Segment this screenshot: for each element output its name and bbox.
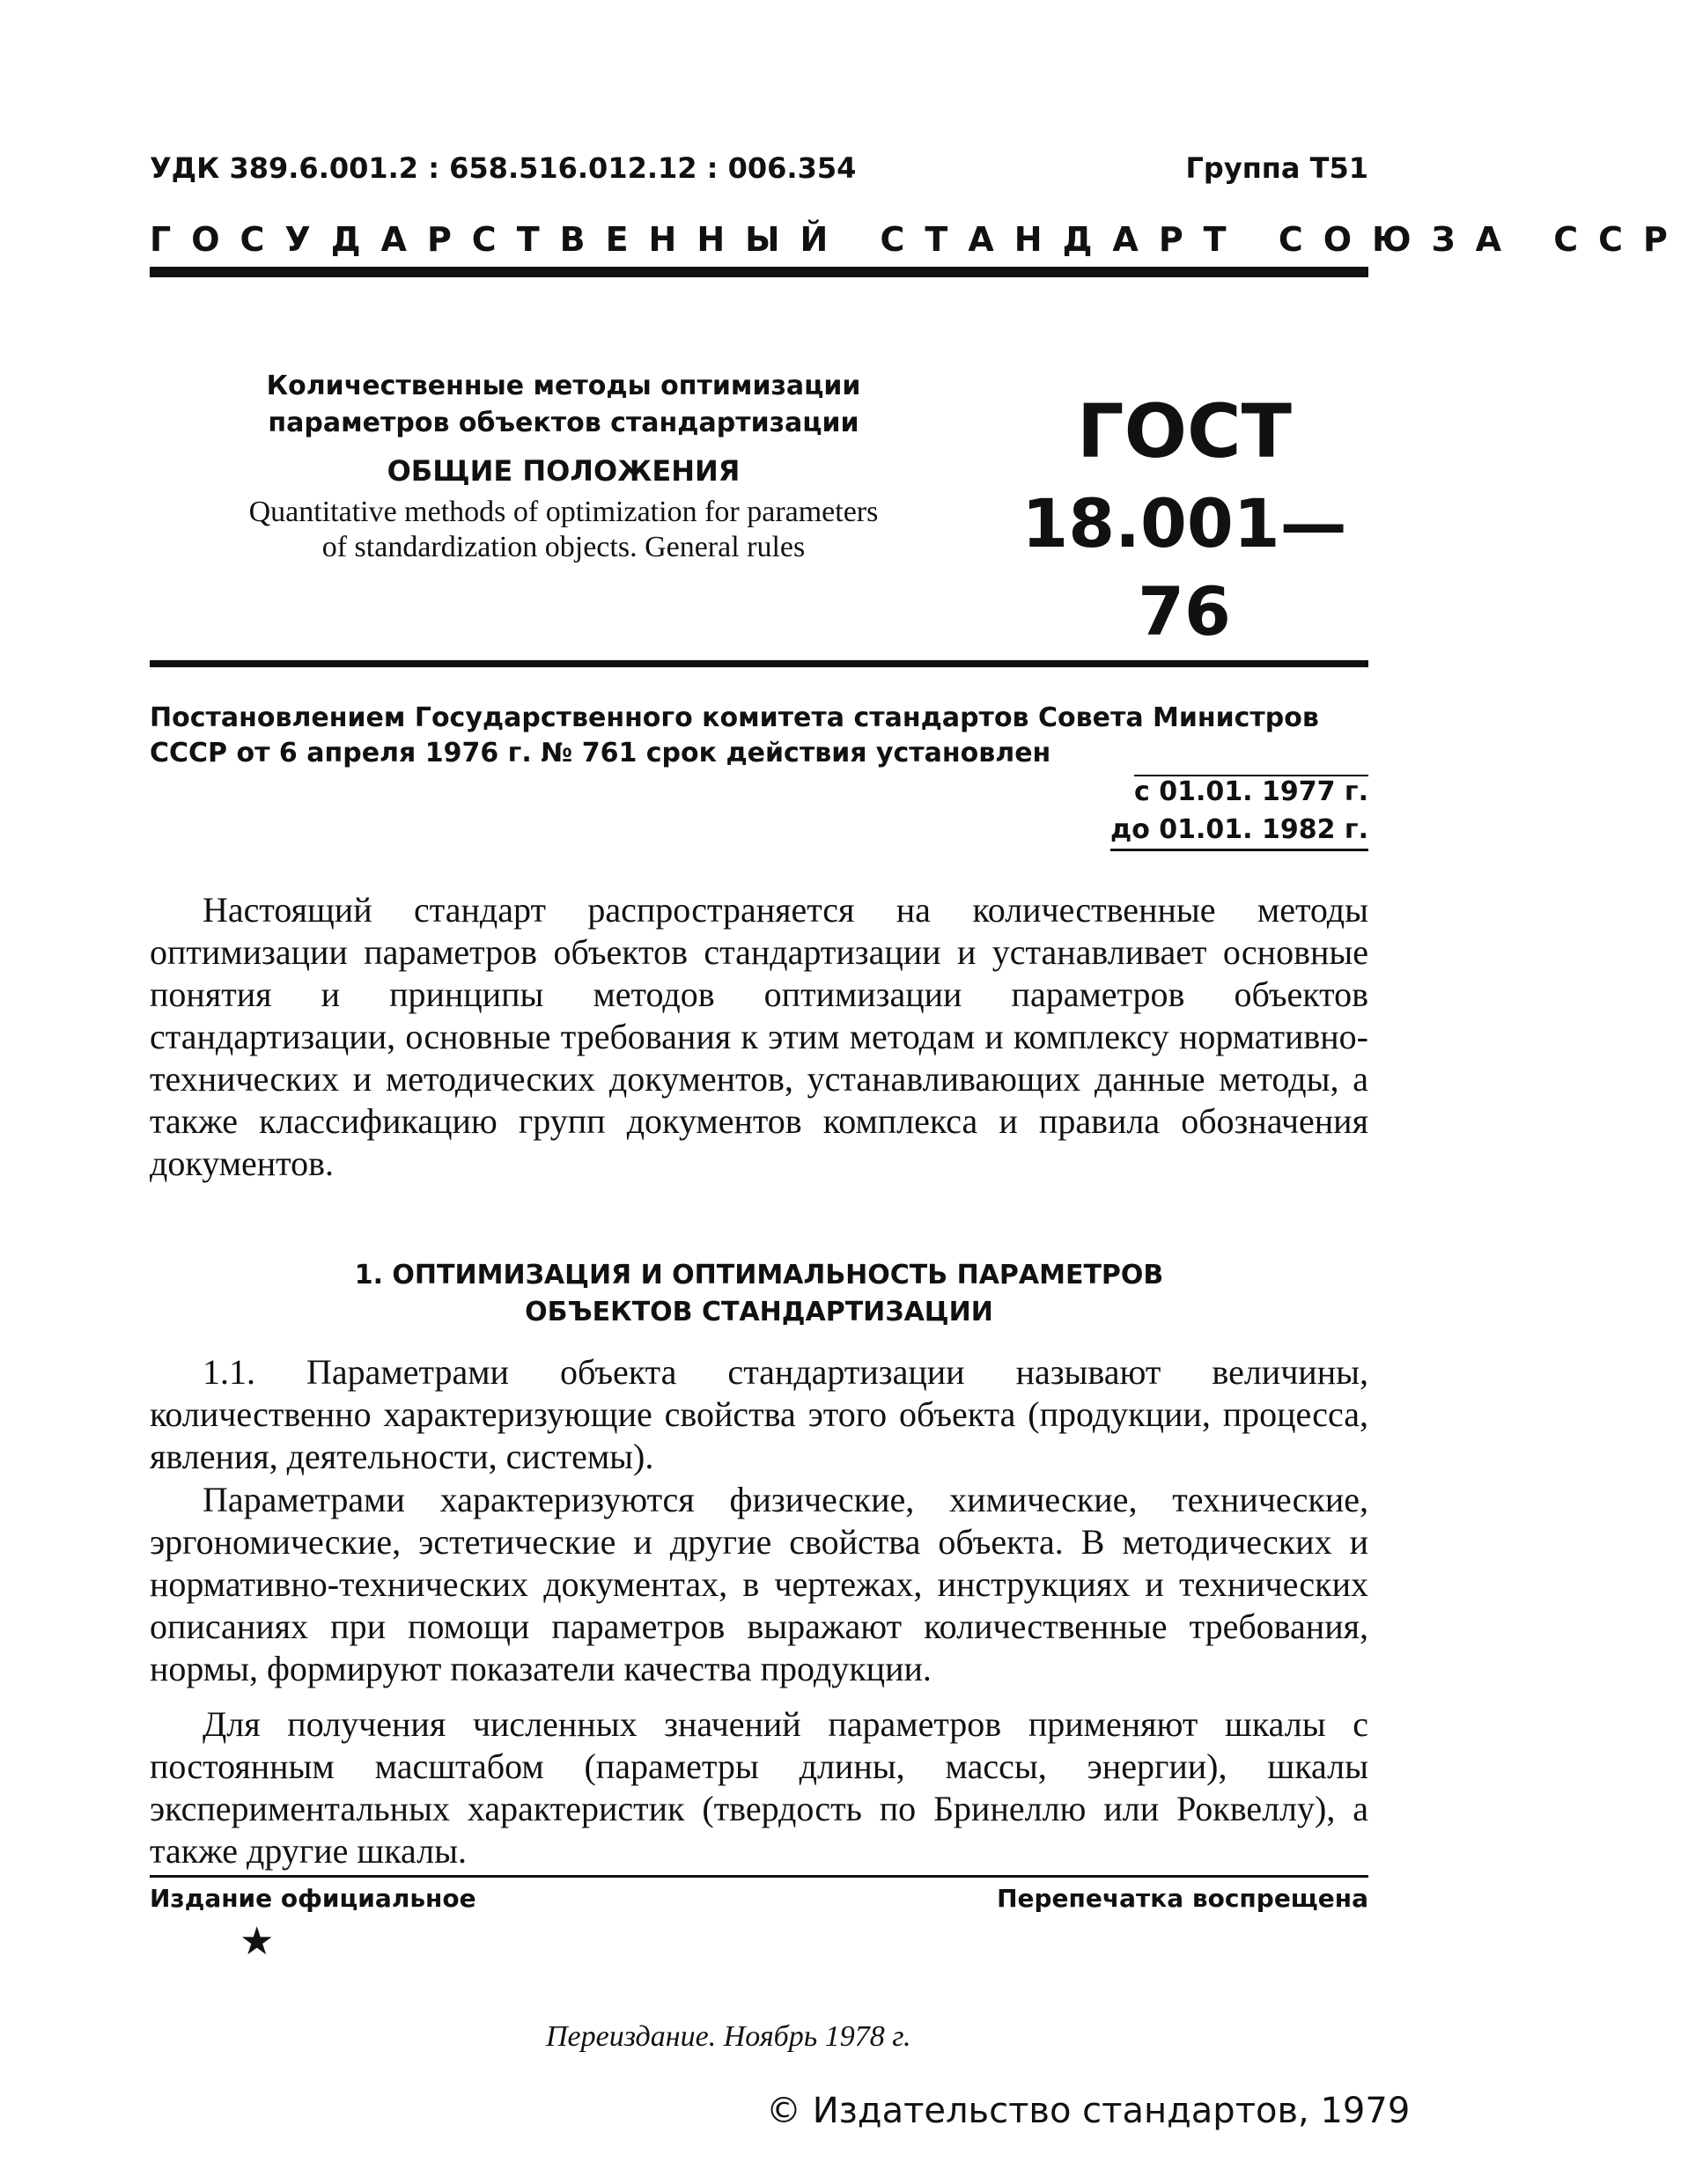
paragraph-2: Параметрами характеризуются физические, химические, технические, эргономические, эстетические и другие свойства объекта. В методических и нормативно-технических документах, в чертежах, инструкциях и технических описаниях при помощи параметров выражают количественные требования, нормы, формируют показатели качества продукции. [150,1480,1368,1688]
title-ru-general-rules: ОБЩИЕ ПОЛОЖЕНИЯ [387,454,741,488]
section-1-heading-line1: 1. ОПТИМИЗАЦИЯ И ОПТИМАЛЬНОСТЬ ПАРАМЕТРОВ [354,1260,1164,1291]
official-edition: Издание официальное [150,1884,476,1913]
gost-label: ГОСТ [1077,388,1292,474]
reprint-prohibited: Перепечатка воспрещена [997,1884,1368,1913]
section-1-heading-line2: ОБЪЕКТОВ СТАНДАРТИЗАЦИИ [525,1297,993,1327]
title-en-line1: Quantitative methods of optimization for parameters [248,496,879,528]
intro-paragraph: Настоящий стандарт распространяется на количественные методы оптимизации параметров объектов стандартизации и устанавливает основные понятия и принципы методов оптимизации параметров объектов стандартизации, основные требования к этим методам и комплексу нормативно-технических и методических документов, устанавливающих данные методы, а также классификацию групп документов комплекса и правила обозначения документов. [150,890,1368,1183]
title-block [167,368,960,565]
udk-code: УДК 389.6.001.2 : 658.516.012.12 : 006.354 [150,151,857,185]
star-icon: ★ [240,1920,275,1963]
footer-rule [150,1875,1368,1878]
valid-from: с 01.01. 1977 г. [1134,776,1368,807]
paragraph-1-1: 1.1. Параметрами объекта стандартизации называют величины, количественно характеризующие свойства этого объекта (продукции, процесса, явления, деятельности, системы). [150,1352,1368,1476]
state-standard-heading: ГОСУДАРСТВЕННЫЙ СТАНДАРТ СОЮЗА ССР [150,220,1688,259]
copyright-line: © Издательство стандартов, 1979 [766,2091,1411,2131]
valid-to: до 01.01. 1982 г. [1110,814,1368,851]
title-en-line2: of standardization objects. General rules [321,531,806,563]
title-ru-line2: параметров объектов стандартизации [268,408,859,438]
group-code: Группа Т51 [1185,151,1368,185]
decree-text: Постановлением Государственного комитета стандартов Совета Министров СССР от 6 апреля 1976 г. № 761 срок действия установлен [150,702,1319,768]
paragraph-3: Для получения численных значений параметров применяют шкалы с постоянным масштабом (параметры длины, массы, энергии), шкалы экспериментальных характеристик (твердость по Бринеллю или Роквеллу), а также другие шкалы. [150,1704,1368,1871]
reissue-note: Переиздание. Ноябрь 1978 г. [546,2020,911,2053]
header-rule [150,267,1368,277]
title-rule [150,660,1368,667]
title-ru-line1: Количественные методы оптимизации [266,371,861,401]
section-1-heading [150,1257,1368,1331]
gost-number: 18.001—76 [1021,484,1347,651]
